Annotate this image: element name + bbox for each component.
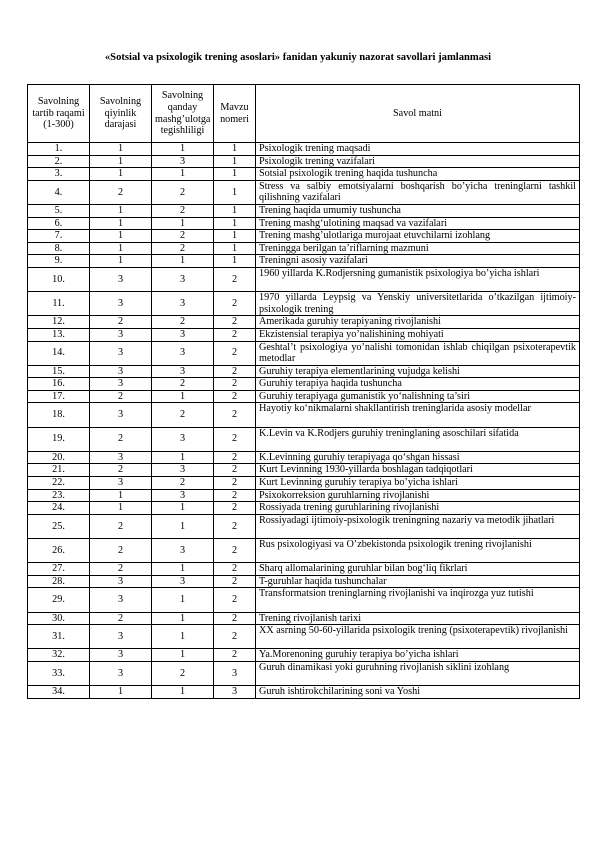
question-text-cell: Transformatsion treninglarning rivojlanishi va inqirozga yuz tutishi bbox=[256, 588, 580, 612]
header-question-text: Savol matni bbox=[256, 85, 580, 143]
difficulty-cell: 2 bbox=[90, 464, 152, 477]
difficulty-cell: 1 bbox=[90, 255, 152, 268]
question-text-cell: Psixokorreksion guruhlarning rivojlanishi bbox=[256, 489, 580, 502]
table-row bbox=[28, 143, 580, 156]
difficulty-cell: 3 bbox=[90, 403, 152, 427]
difficulty-cell: 2 bbox=[90, 563, 152, 576]
table-row bbox=[28, 539, 580, 563]
session-type-cell: 2 bbox=[152, 230, 214, 243]
table-row bbox=[28, 292, 580, 316]
question-number-cell: 15. bbox=[28, 365, 90, 378]
topic-number-cell: 2 bbox=[214, 625, 256, 649]
question-text-cell: Rossiyada trening guruhlarining rivojlanishi bbox=[256, 502, 580, 515]
question-text-cell: Kurt Levinning 1930-yillarda boshlagan tadqiqotlari bbox=[256, 464, 580, 477]
difficulty-cell: 1 bbox=[90, 230, 152, 243]
question-text-cell: Geshtal’t psixologiya yo’nalishi tomonidan ishlab chiqilgan psixoterapevtik metodlar bbox=[256, 341, 580, 365]
question-number-cell: 27. bbox=[28, 563, 90, 576]
topic-number-cell: 1 bbox=[214, 168, 256, 181]
table-row bbox=[28, 204, 580, 217]
question-text-cell: Psixologik trening vazifalari bbox=[256, 155, 580, 168]
question-number-cell: 32. bbox=[28, 649, 90, 662]
topic-number-cell: 1 bbox=[214, 155, 256, 168]
question-number-cell: 17. bbox=[28, 390, 90, 403]
table-row bbox=[28, 464, 580, 477]
table-row bbox=[28, 230, 580, 243]
topic-number-cell: 3 bbox=[214, 661, 256, 685]
session-type-cell: 3 bbox=[152, 341, 214, 365]
difficulty-cell: 3 bbox=[90, 649, 152, 662]
session-type-cell: 1 bbox=[152, 563, 214, 576]
difficulty-cell: 3 bbox=[90, 661, 152, 685]
table-row bbox=[28, 477, 580, 490]
topic-number-cell: 2 bbox=[214, 539, 256, 563]
question-number-cell: 23. bbox=[28, 489, 90, 502]
question-text-cell: Trening haqida umumiy tushuncha bbox=[256, 204, 580, 217]
table-row bbox=[28, 155, 580, 168]
topic-number-cell: 2 bbox=[214, 514, 256, 538]
question-number-cell: 11. bbox=[28, 292, 90, 316]
session-type-cell: 3 bbox=[152, 575, 214, 588]
difficulty-cell: 2 bbox=[90, 180, 152, 204]
question-text-cell: 1970 yillarda Leypsig va Yenskiy universitetlarida o’tkazilgan ijtimoiy-psixologik trening bbox=[256, 292, 580, 316]
topic-number-cell: 2 bbox=[214, 489, 256, 502]
session-type-cell: 3 bbox=[152, 365, 214, 378]
question-text-cell: Stress va salbiy emotsiyalarni boshqarish bo’yicha treninglarni tashkil qilishning vazifalari bbox=[256, 180, 580, 204]
question-text-cell: Ya.Morenoning guruhiy terapiya bo’yicha ishlari bbox=[256, 649, 580, 662]
difficulty-cell: 3 bbox=[90, 588, 152, 612]
question-text-cell: Guruhiy terapiyaga gumanistik yo‘nalishning ta’siri bbox=[256, 390, 580, 403]
difficulty-cell: 2 bbox=[90, 539, 152, 563]
table-row bbox=[28, 612, 580, 625]
topic-number-cell: 2 bbox=[214, 575, 256, 588]
question-number-cell: 28. bbox=[28, 575, 90, 588]
question-text-cell: Amerikada guruhiy terapiyaning rivojlanishi bbox=[256, 316, 580, 329]
question-number-cell: 33. bbox=[28, 661, 90, 685]
difficulty-cell: 2 bbox=[90, 427, 152, 451]
topic-number-cell: 2 bbox=[214, 365, 256, 378]
session-type-cell: 3 bbox=[152, 328, 214, 341]
difficulty-cell: 3 bbox=[90, 477, 152, 490]
topic-number-cell: 2 bbox=[214, 267, 256, 291]
question-text-cell: Guruh dinamikasi yoki guruhning rivojlanish siklini izohlang bbox=[256, 661, 580, 685]
table-row bbox=[28, 403, 580, 427]
session-type-cell: 2 bbox=[152, 661, 214, 685]
table-row bbox=[28, 489, 580, 502]
topic-number-cell: 2 bbox=[214, 390, 256, 403]
difficulty-cell: 1 bbox=[90, 204, 152, 217]
topic-number-cell: 2 bbox=[214, 477, 256, 490]
difficulty-cell: 1 bbox=[90, 489, 152, 502]
session-type-cell: 1 bbox=[152, 649, 214, 662]
question-text-cell: 1960 yillarda K.Rodjersning gumanistik psixologiya bo’yicha ishlari bbox=[256, 267, 580, 291]
question-number-cell: 19. bbox=[28, 427, 90, 451]
question-text-cell: Sotsial psixologik trening haqida tushuncha bbox=[256, 168, 580, 181]
header-session-type: Savolning qanday mashg’ulotga tegishliligi bbox=[152, 85, 214, 143]
question-text-cell: Trening rivojlanish tarixi bbox=[256, 612, 580, 625]
topic-number-cell: 2 bbox=[214, 403, 256, 427]
session-type-cell: 2 bbox=[152, 242, 214, 255]
session-type-cell: 1 bbox=[152, 686, 214, 699]
session-type-cell: 2 bbox=[152, 316, 214, 329]
session-type-cell: 3 bbox=[152, 427, 214, 451]
session-type-cell: 2 bbox=[152, 204, 214, 217]
topic-number-cell: 2 bbox=[214, 316, 256, 329]
difficulty-cell: 3 bbox=[90, 328, 152, 341]
session-type-cell: 3 bbox=[152, 464, 214, 477]
table-row bbox=[28, 563, 580, 576]
question-text-cell: Trening mashg’ulotlariga murojaat etuvchilarni izohlang bbox=[256, 230, 580, 243]
topic-number-cell: 3 bbox=[214, 686, 256, 699]
topic-number-cell: 2 bbox=[214, 341, 256, 365]
question-number-cell: 24. bbox=[28, 502, 90, 515]
difficulty-cell: 2 bbox=[90, 514, 152, 538]
topic-number-cell: 2 bbox=[214, 588, 256, 612]
session-type-cell: 1 bbox=[152, 514, 214, 538]
session-type-cell: 1 bbox=[152, 217, 214, 230]
topic-number-cell: 2 bbox=[214, 502, 256, 515]
question-number-cell: 16. bbox=[28, 378, 90, 391]
table-row bbox=[28, 686, 580, 699]
table-header-row bbox=[28, 85, 580, 143]
question-number-cell: 22. bbox=[28, 477, 90, 490]
table-row bbox=[28, 365, 580, 378]
session-type-cell: 2 bbox=[152, 180, 214, 204]
question-text-cell: K.Levin va K.Rodjers guruhiy treninglaning asoschilari sifatida bbox=[256, 427, 580, 451]
difficulty-cell: 1 bbox=[90, 502, 152, 515]
question-number-cell: 30. bbox=[28, 612, 90, 625]
question-text-cell: Ekzistensial terapiya yo’nalishining mohiyati bbox=[256, 328, 580, 341]
session-type-cell: 2 bbox=[152, 477, 214, 490]
question-number-cell: 31. bbox=[28, 625, 90, 649]
question-text-cell: Kurt Levinning guruhiy terapiya bo’yicha ishlari bbox=[256, 477, 580, 490]
question-text-cell: K.Levinning guruhiy terapiyaga qo‘shgan hissasi bbox=[256, 451, 580, 464]
table-row bbox=[28, 514, 580, 538]
question-number-cell: 13. bbox=[28, 328, 90, 341]
question-number-cell: 34. bbox=[28, 686, 90, 699]
table-row bbox=[28, 316, 580, 329]
topic-number-cell: 2 bbox=[214, 292, 256, 316]
table-row bbox=[28, 341, 580, 365]
topic-number-cell: 2 bbox=[214, 427, 256, 451]
question-text-cell: Treningni asosiy vazifalari bbox=[256, 255, 580, 268]
question-text-cell: Guruh ishtirokchilarining soni va Yoshi bbox=[256, 686, 580, 699]
session-type-cell: 3 bbox=[152, 489, 214, 502]
topic-number-cell: 2 bbox=[214, 328, 256, 341]
question-number-cell: 25. bbox=[28, 514, 90, 538]
topic-number-cell: 1 bbox=[214, 242, 256, 255]
table-row bbox=[28, 255, 580, 268]
question-number-cell: 8. bbox=[28, 242, 90, 255]
question-text-cell: Rossiyadagi ijtimoiy-psixologik treningning nazariy va metodik jihatlari bbox=[256, 514, 580, 538]
topic-number-cell: 1 bbox=[214, 180, 256, 204]
header-topic-number: Mavzu nomeri bbox=[214, 85, 256, 143]
difficulty-cell: 3 bbox=[90, 292, 152, 316]
question-text-cell: XX asrning 50-60-yillarida psixologik trening (psixoterapevtik) rivojlanishi bbox=[256, 625, 580, 649]
question-number-cell: 18. bbox=[28, 403, 90, 427]
session-type-cell: 3 bbox=[152, 267, 214, 291]
questions-table bbox=[27, 84, 580, 699]
question-number-cell: 5. bbox=[28, 204, 90, 217]
table-row bbox=[28, 217, 580, 230]
difficulty-cell: 3 bbox=[90, 625, 152, 649]
topic-number-cell: 2 bbox=[214, 378, 256, 391]
header-difficulty: Savolning qiyinlik darajasi bbox=[90, 85, 152, 143]
topic-number-cell: 2 bbox=[214, 451, 256, 464]
difficulty-cell: 1 bbox=[90, 168, 152, 181]
table-row bbox=[28, 575, 580, 588]
difficulty-cell: 2 bbox=[90, 316, 152, 329]
question-text-cell: Trening mashg‘ulotining maqsad va vazifalari bbox=[256, 217, 580, 230]
topic-number-cell: 1 bbox=[214, 204, 256, 217]
table-body bbox=[28, 143, 580, 699]
topic-number-cell: 2 bbox=[214, 649, 256, 662]
document-title: «Sotsial va psixologik trening asoslari» fanidan yakuniy nazorat savollari jamlanmasi bbox=[104, 52, 492, 63]
topic-number-cell: 1 bbox=[214, 255, 256, 268]
difficulty-cell: 3 bbox=[90, 341, 152, 365]
difficulty-cell: 3 bbox=[90, 267, 152, 291]
table-row bbox=[28, 502, 580, 515]
table-row bbox=[28, 390, 580, 403]
question-number-cell: 29. bbox=[28, 588, 90, 612]
session-type-cell: 2 bbox=[152, 378, 214, 391]
table-row bbox=[28, 649, 580, 662]
topic-number-cell: 2 bbox=[214, 563, 256, 576]
question-text-cell: Rus psixologiyasi va O’zbekistonda psixologik trening rivojlanishi bbox=[256, 539, 580, 563]
table-row bbox=[28, 625, 580, 649]
session-type-cell: 1 bbox=[152, 451, 214, 464]
difficulty-cell: 3 bbox=[90, 378, 152, 391]
difficulty-cell: 1 bbox=[90, 143, 152, 156]
question-number-cell: 6. bbox=[28, 217, 90, 230]
question-number-cell: 14. bbox=[28, 341, 90, 365]
question-text-cell: Treningga berilgan ta’riflarning mazmuni bbox=[256, 242, 580, 255]
question-number-cell: 10. bbox=[28, 267, 90, 291]
question-number-cell: 1. bbox=[28, 143, 90, 156]
question-number-cell: 26. bbox=[28, 539, 90, 563]
question-text-cell: Psixologik trening maqsadi bbox=[256, 143, 580, 156]
table-row bbox=[28, 242, 580, 255]
session-type-cell: 1 bbox=[152, 255, 214, 268]
question-number-cell: 20. bbox=[28, 451, 90, 464]
session-type-cell: 1 bbox=[152, 143, 214, 156]
difficulty-cell: 3 bbox=[90, 575, 152, 588]
topic-number-cell: 1 bbox=[214, 230, 256, 243]
question-text-cell: Sharq allomalarining guruhlar bilan bog‘liq fikrlari bbox=[256, 563, 580, 576]
question-text-cell: Guruhiy terapiya elementlarining vujudga kelishi bbox=[256, 365, 580, 378]
table-row bbox=[28, 427, 580, 451]
table-row bbox=[28, 451, 580, 464]
table-row bbox=[28, 378, 580, 391]
question-number-cell: 7. bbox=[28, 230, 90, 243]
topic-number-cell: 1 bbox=[214, 143, 256, 156]
question-number-cell: 12. bbox=[28, 316, 90, 329]
difficulty-cell: 2 bbox=[90, 612, 152, 625]
session-type-cell: 1 bbox=[152, 502, 214, 515]
difficulty-cell: 2 bbox=[90, 390, 152, 403]
difficulty-cell: 1 bbox=[90, 155, 152, 168]
difficulty-cell: 3 bbox=[90, 365, 152, 378]
question-number-cell: 9. bbox=[28, 255, 90, 268]
question-number-cell: 3. bbox=[28, 168, 90, 181]
difficulty-cell: 1 bbox=[90, 686, 152, 699]
question-text-cell: Guruhiy terapiya haqida tushuncha bbox=[256, 378, 580, 391]
session-type-cell: 3 bbox=[152, 155, 214, 168]
table-row bbox=[28, 180, 580, 204]
topic-number-cell: 2 bbox=[214, 464, 256, 477]
table-row bbox=[28, 588, 580, 612]
topic-number-cell: 2 bbox=[214, 612, 256, 625]
question-number-cell: 2. bbox=[28, 155, 90, 168]
table-row bbox=[28, 168, 580, 181]
topic-number-cell: 1 bbox=[214, 217, 256, 230]
session-type-cell: 2 bbox=[152, 403, 214, 427]
session-type-cell: 3 bbox=[152, 292, 214, 316]
session-type-cell: 1 bbox=[152, 588, 214, 612]
question-number-cell: 4. bbox=[28, 180, 90, 204]
header-question-number: Savolning tartib raqami (1-300) bbox=[28, 85, 90, 143]
question-text-cell: Hayotiy ko‘nikmalarni shakllantirish treninglarida asosiy modellar bbox=[256, 403, 580, 427]
difficulty-cell: 1 bbox=[90, 217, 152, 230]
session-type-cell: 1 bbox=[152, 390, 214, 403]
difficulty-cell: 3 bbox=[90, 451, 152, 464]
session-type-cell: 3 bbox=[152, 539, 214, 563]
session-type-cell: 1 bbox=[152, 612, 214, 625]
question-number-cell: 21. bbox=[28, 464, 90, 477]
difficulty-cell: 1 bbox=[90, 242, 152, 255]
session-type-cell: 1 bbox=[152, 168, 214, 181]
session-type-cell: 1 bbox=[152, 625, 214, 649]
table-row bbox=[28, 661, 580, 685]
table-row bbox=[28, 328, 580, 341]
table-row bbox=[28, 267, 580, 291]
question-text-cell: T-guruhlar haqida tushunchalar bbox=[256, 575, 580, 588]
